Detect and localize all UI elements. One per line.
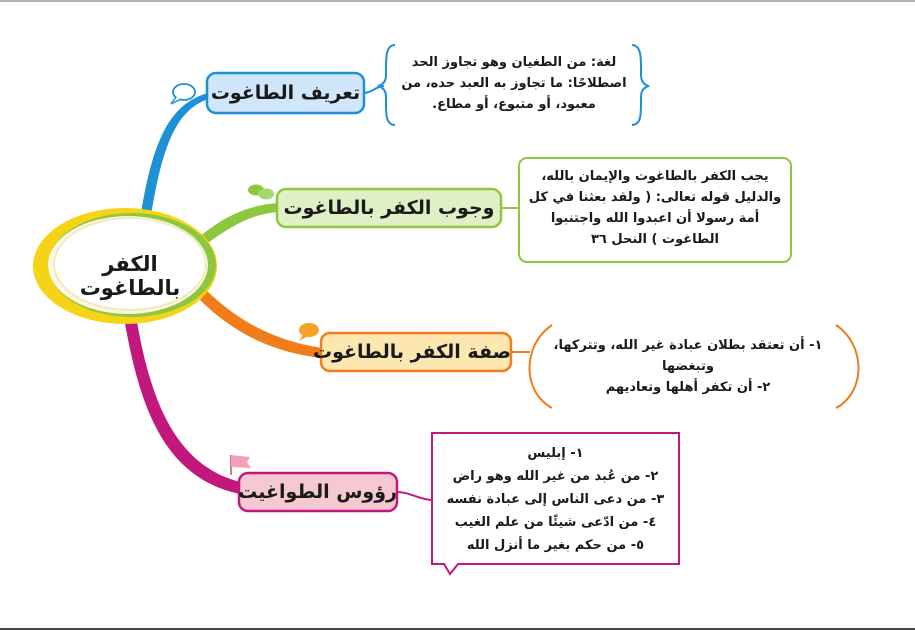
detail-line: الطاغوت ) النحل ٣٦: [591, 232, 719, 247]
detail-description: [538, 335, 838, 398]
chat-bubbles-icon: [248, 185, 274, 200]
detail-line: ١- أن تعتقد بطلان عبادة غير الله، وتتركها،: [553, 338, 823, 353]
connector-description: [198, 290, 322, 358]
detail-line: أمة رسولا أن اعبدوا الله واجتنبوا: [550, 211, 760, 226]
detail-line: معبود، أو متبوع، أو مطاع.: [432, 97, 596, 112]
detail-line: ٢- من عُبد من غير الله وهو راض: [452, 469, 659, 484]
detail-line: والدليل قوله تعالى: ( ولقد بعثنا في كل: [528, 190, 782, 205]
detail-heads: [434, 442, 677, 557]
branch-label-description: صفة الكفر بالطاغوت: [312, 341, 511, 363]
branch-label-definition: تعريف الطاغوت: [210, 82, 361, 104]
detail-line: ١- إبليس: [527, 446, 584, 461]
brace-right-definition: [632, 45, 649, 125]
detail-line: ٢- أن تكفر أهلها وتعاديهم: [605, 380, 771, 395]
detail-line: ٤- من ادّعى شيئًا من علم الغيب: [454, 515, 657, 530]
detail-line: اصطلاحًا: ما تجاوز به العبد حده، من: [401, 76, 627, 91]
detail-line: وتبغضها: [662, 359, 714, 374]
detail-obligation: [522, 166, 788, 250]
branch-label-obligation: وجوب الكفر بالطاغوت: [283, 197, 495, 219]
join-heads: [397, 492, 432, 500]
detail-line: ٣- من دعى الناس إلى عبادة نفسه: [446, 492, 665, 507]
center-label: الكفر بالطاغوت: [79, 252, 181, 300]
brace-left-definition: [378, 45, 395, 125]
branch-label-heads: رؤوس الطواغيت: [238, 481, 397, 503]
connector-obligation: [198, 203, 278, 246]
detail-line: ٥- من حكم بغير ما أنزل الله: [466, 538, 645, 553]
paren-right-description: [836, 325, 859, 408]
bottom-divider: [0, 628, 915, 630]
connector-heads: [124, 316, 240, 494]
detail-line: لغة: من الطغيان وهو تجاوز الحد: [411, 55, 617, 70]
detail-definition: [396, 52, 632, 115]
detail-line: يجب الكفر بالطاغوت والإيمان بالله،: [541, 169, 769, 184]
